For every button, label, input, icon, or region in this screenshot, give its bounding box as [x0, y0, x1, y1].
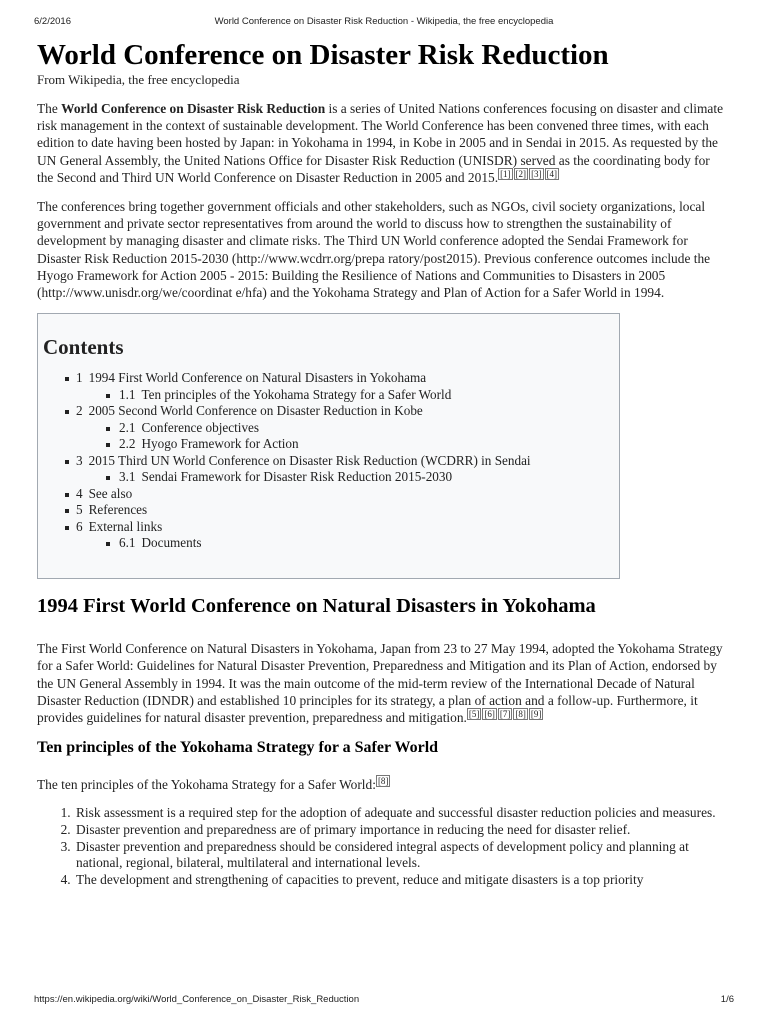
- intro-paragraph-2: The conferences bring together government officials and other stakeholders, such as NGOs, civil society organizations, local government and private sector representatives from around the world to discuss how to strengthen the sustainability of development by managing disaster and climate risks. The Third UN World conference adopted the Sendai Framework for Disaster Risk Reduction 2015-2030 (http://www.wcdrr.org/prepa ratory/post2015). Previous conference outcomes include the Hyogo Framework for Action 2005 - 2015: Building the Resilience of Nations and Communities to Disasters in 2005 (http://www.unisdr.org/we/coordinat e/hfa) and the Yokohama Strategy and Plan of Action for a Safer World in 1994.: [37, 199, 711, 301]
- citation-link[interactable]: [8]: [515, 709, 526, 720]
- print-page-title: World Conference on Disaster Risk Reduction - Wikipedia, the free encyclopedia: [214, 16, 554, 27]
- toc-item[interactable]: 2.1 Conference objectives: [43, 420, 614, 437]
- toc-item[interactable]: 6 External links: [43, 519, 614, 536]
- print-footer: [34, 994, 734, 1008]
- print-date: 6/2/2016: [34, 16, 71, 27]
- toc-item[interactable]: 6.1 Documents: [43, 535, 614, 552]
- citation-link[interactable]: [7]: [499, 709, 511, 720]
- intro-paragraph-1: The World Conference on Disaster Risk Reduction is a series of United Nations conferences focusing on disaster and climate risk management in the context of sustainable development. The World Conference has been convened three times, with each edition to date having been hosted by Japan: in Yokohama in 1994, in Kobe in 2005 and in Sendai in 2015. As requested by the UN General Assembly, the United Nations Office for Disaster Risk Reduction (UNISDR) served as the coordinating body for the Second and Third UN World Conference on Disaster Reduction in 2005 and 2015. [1] [2] [3] [4]: [37, 101, 724, 185]
- citation-group: [467, 709, 545, 719]
- principles-list: [37, 805, 729, 888]
- toc-item[interactable]: 3.1 Sendai Framework for Disaster Risk Reduction 2015-2030: [43, 469, 614, 486]
- list-item: 4. The development and strengthening of capacities to prevent, reduce and mitigate disasters is a top priority: [74, 872, 729, 889]
- subsection-intro: The ten principles of the Yokohama Strategy for a Safer World: [8]: [37, 776, 729, 793]
- citation-link[interactable]: [1]: [500, 168, 511, 179]
- list-item: 1. Risk assessment is a required step for the adoption of adequate and successful disaster reduction policies and measures.: [74, 805, 729, 822]
- print-url: https://en.wikipedia.org/wiki/World_Conference_on_Disaster_Risk_Reduction: [34, 994, 360, 1005]
- article-content: [37, 38, 729, 888]
- toc-item[interactable]: 5 References: [43, 502, 614, 519]
- citation-link[interactable]: [9]: [530, 709, 542, 720]
- citation-link[interactable]: [8]: [377, 776, 389, 787]
- toc-title: Contents: [43, 335, 124, 360]
- article-subject-bold: World Conference on Disaster Risk Reduction: [61, 101, 326, 116]
- page-subtitle: From Wikipedia, the free encyclopedia: [37, 72, 240, 87]
- citation-link[interactable]: [3]: [531, 168, 542, 179]
- print-header: [34, 16, 734, 30]
- section-heading: 1994 First World Conference on Natural Disasters in Yokohama: [37, 595, 596, 618]
- list-item: 2. Disaster prevention and preparedness are of primary importance in reducing the need for disaster relief.: [74, 822, 729, 839]
- toc-list: [43, 370, 614, 552]
- citation-link[interactable]: [4]: [546, 168, 558, 179]
- toc-item[interactable]: 2.2 Hyogo Framework for Action: [43, 436, 614, 453]
- table-of-contents: [37, 313, 620, 579]
- list-item: 3. Disaster prevention and preparedness should be considered integral aspects of development policy and planning at national, regional, bilateral, multilateral and international levels.: [74, 839, 729, 872]
- toc-item[interactable]: 3 2015 Third UN World Conference on Disaster Risk Reduction (WCDRR) in Sendai: [43, 453, 614, 470]
- subsection-heading: Ten principles of the Yokohama Strategy for a Safer World: [37, 739, 439, 757]
- page-number: 1/6: [720, 994, 734, 1005]
- section-paragraph: The First World Conference on Natural Disasters in Yokohama, Japan from 23 to 27 May 1994, adopted the Yokohama Strategy for a Safer World: Guidelines for Natural Disaster Prevention, Preparedness and Mitigation and its Plan of Action, endorsed by the UN General Assembly in 1994. It was the main outcome of the mid-term review of the International Decade of Natural Disaster Reduction (IDNDR) and established 10 principles for its strategy, a plan of action and a follow-up. Furthermore, it provides guidelines for natural disaster prevention, preparedness and mitigation. [5] [6] [7] [8] [9]: [37, 641, 723, 726]
- citation-group: [498, 169, 560, 179]
- toc-item[interactable]: 4 See also: [43, 486, 614, 503]
- toc-item[interactable]: 1.1 Ten principles of the Yokohama Strategy for a Safer World: [43, 387, 614, 404]
- toc-item[interactable]: 2 2005 Second World Conference on Disaster Reduction in Kobe: [43, 403, 614, 420]
- citation-link[interactable]: [5]: [468, 709, 480, 720]
- page-title: World Conference on Disaster Risk Reduction: [37, 39, 609, 71]
- toc-item[interactable]: 1 1994 First World Conference on Natural Disasters in Yokohama: [43, 370, 614, 387]
- citation-link[interactable]: [2]: [515, 168, 527, 179]
- citation-group: [376, 776, 392, 786]
- citation-link[interactable]: [6]: [484, 709, 495, 720]
